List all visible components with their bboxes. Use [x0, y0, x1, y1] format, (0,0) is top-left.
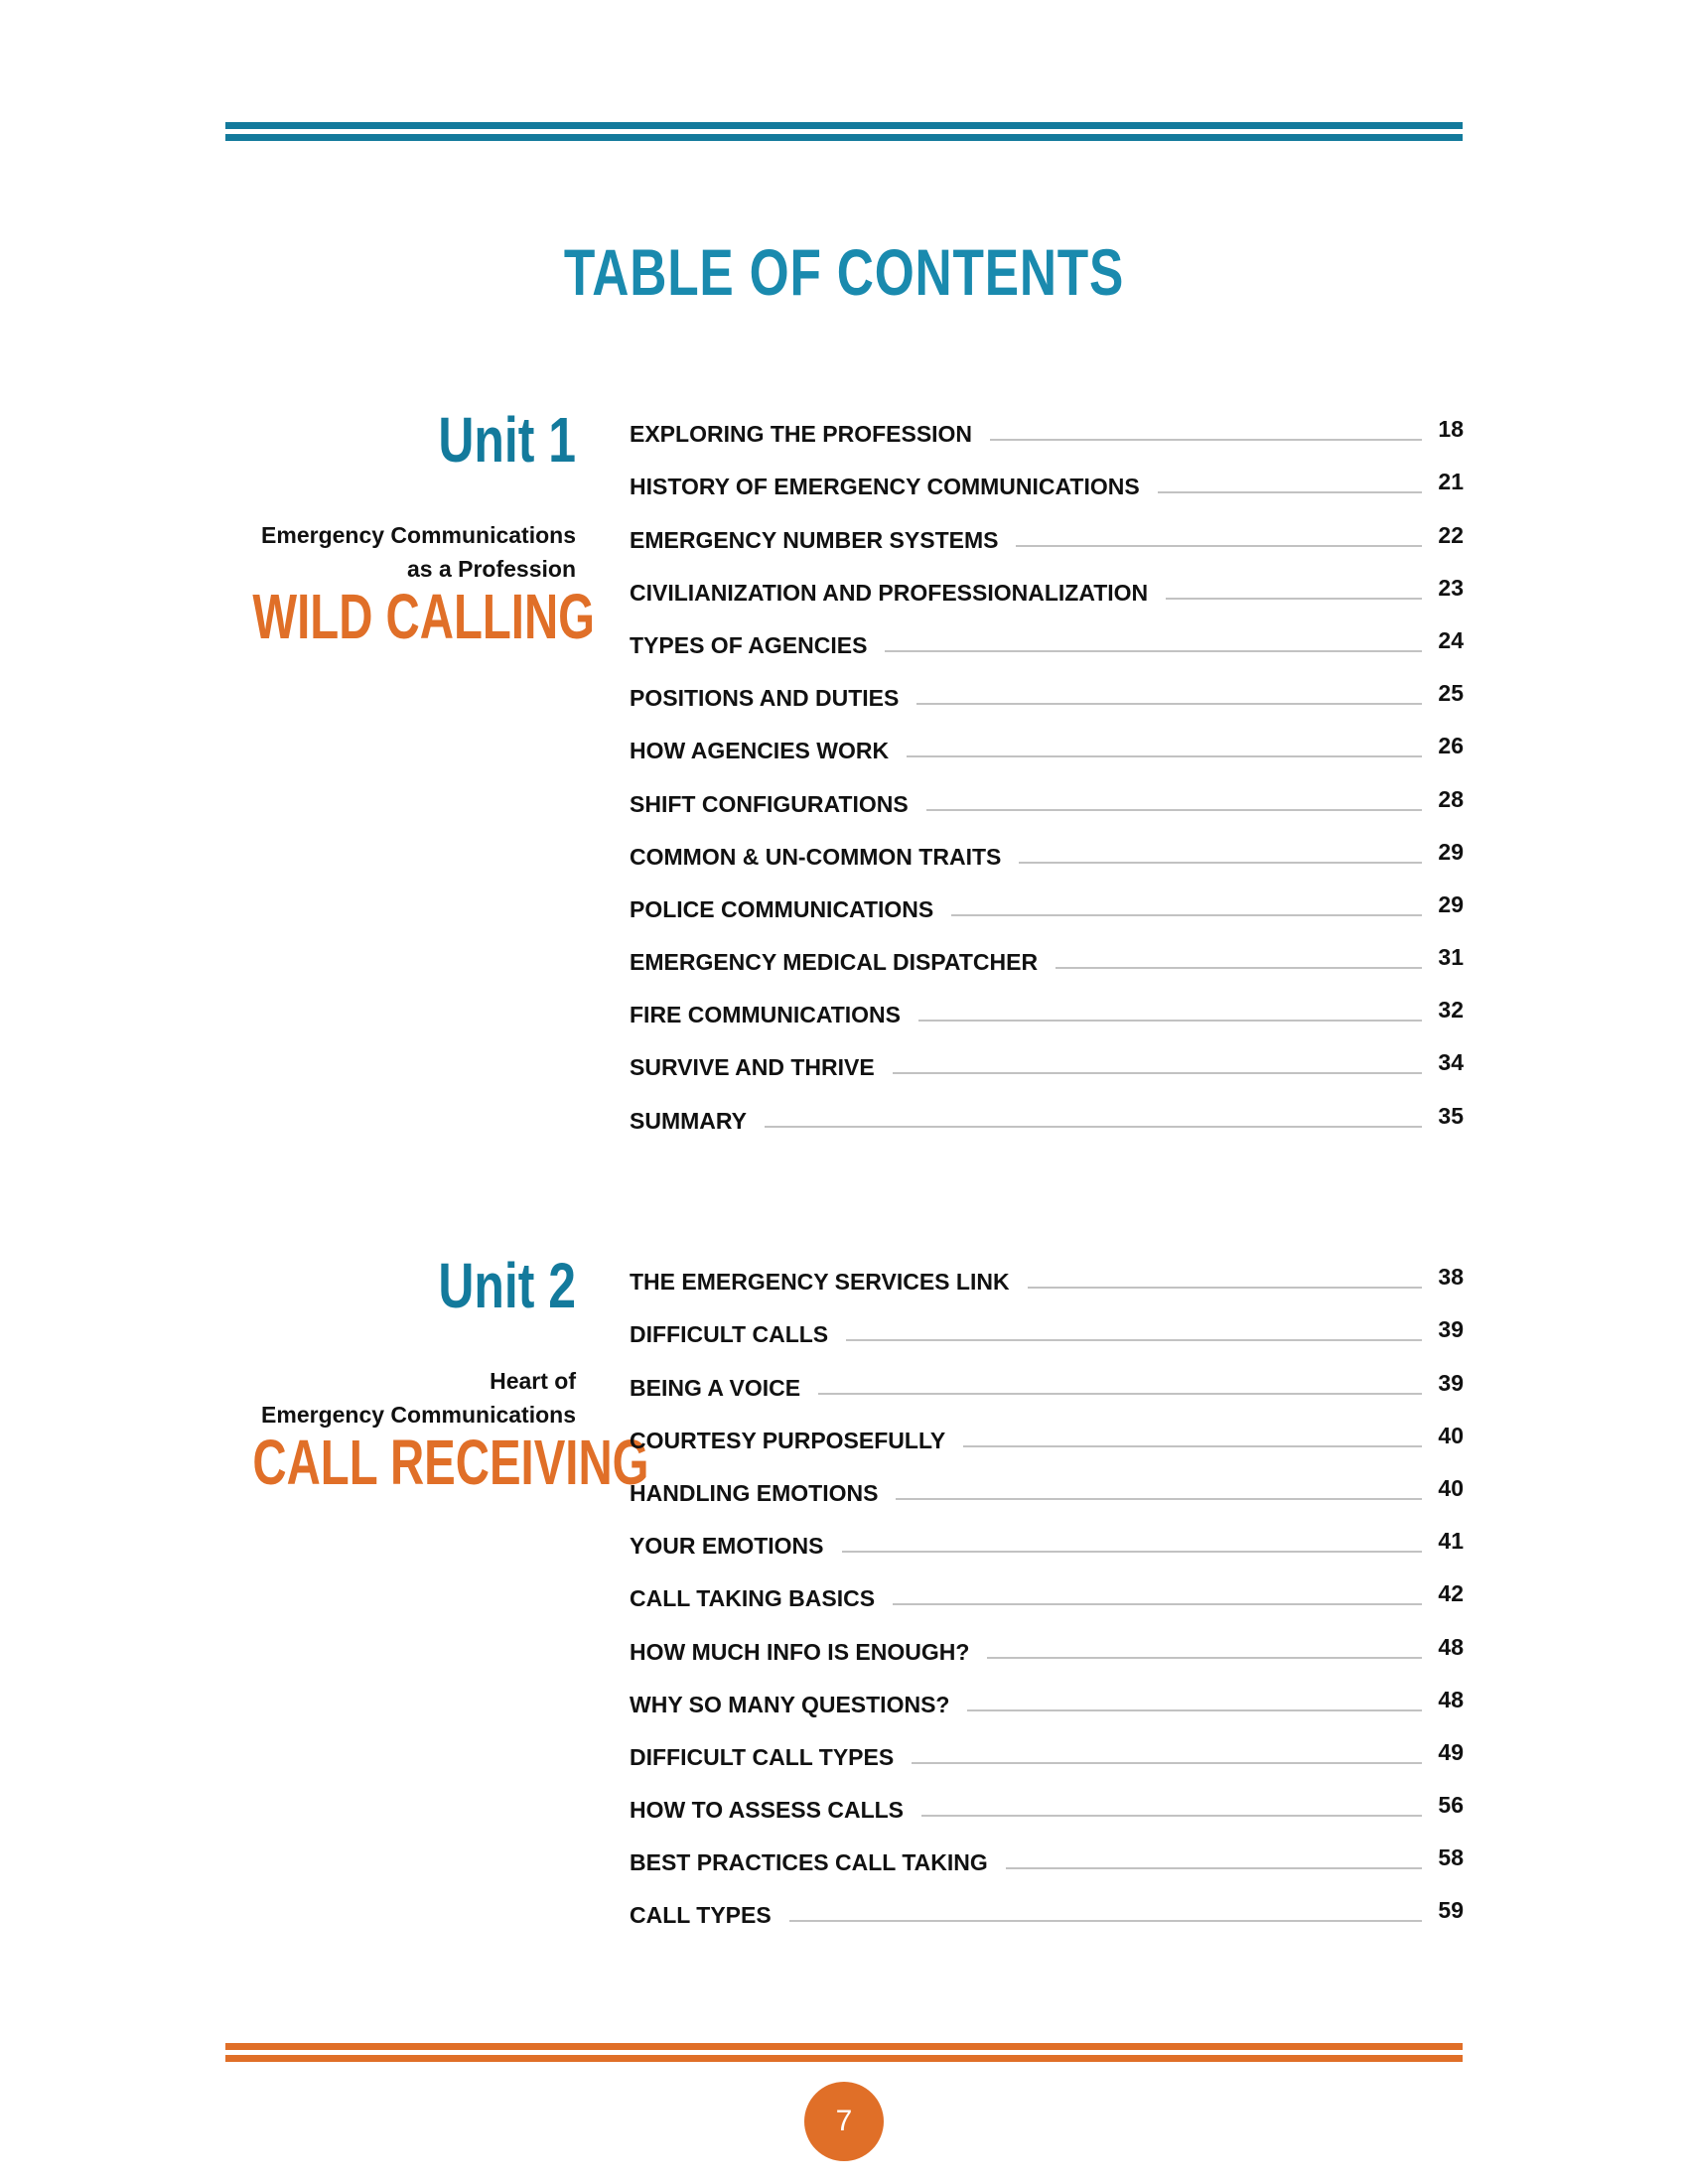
dot-leader — [1055, 967, 1422, 969]
toc-entry-title[interactable]: POLICE COMMUNICATIONS — [630, 895, 934, 922]
toc-entry[interactable] — [630, 1080, 1464, 1133]
dot-leader — [916, 703, 1422, 705]
toc-entry-page[interactable]: 24 — [1438, 626, 1464, 653]
toc-entry-title[interactable]: HISTORY OF EMERGENCY COMMUNICATIONS — [630, 474, 1140, 500]
unit-1-heading — [139, 404, 596, 652]
toc-entry-title[interactable]: BEING A VOICE — [630, 1374, 801, 1401]
unit-1-theme: WILD CALLING — [252, 581, 596, 652]
dot-leader — [842, 1551, 1422, 1553]
toc-entry[interactable] — [630, 1875, 1464, 1928]
toc-entry-page[interactable]: 41 — [1438, 1528, 1464, 1555]
dot-leader — [963, 1445, 1422, 1447]
toc-entry-page[interactable]: 22 — [1438, 521, 1464, 548]
toc-entry-page[interactable]: 56 — [1438, 1792, 1464, 1819]
toc-entry-page[interactable]: 29 — [1438, 890, 1464, 917]
toc-entry-title[interactable]: TYPES OF AGENCIES — [630, 631, 868, 658]
dot-leader — [926, 809, 1422, 811]
header-rule-top — [225, 122, 1463, 129]
toc-entry[interactable] — [630, 1770, 1464, 1823]
page-title: TABLE OF CONTENTS — [563, 235, 1125, 309]
unit-1-subtitle-line-1: Emergency Communications — [261, 522, 576, 548]
toc-entry-page[interactable]: 48 — [1438, 1633, 1464, 1660]
dot-leader — [893, 1603, 1422, 1605]
toc-entry-page[interactable]: 49 — [1438, 1738, 1464, 1765]
unit-2-subtitle-line-2: Emergency Communications — [261, 1402, 576, 1428]
toc-entry[interactable] — [630, 1401, 1464, 1453]
dot-leader — [765, 1126, 1422, 1128]
toc-entry-title[interactable]: BEST PRACTICES CALL TAKING — [630, 1849, 988, 1876]
toc-entry[interactable] — [630, 394, 1464, 447]
toc-entry-title[interactable]: EMERGENCY MEDICAL DISPATCHER — [630, 949, 1039, 976]
toc-entry[interactable] — [630, 975, 1464, 1027]
dot-leader — [846, 1339, 1422, 1341]
dot-leader — [1158, 491, 1422, 493]
toc-entry-title[interactable]: EMERGENCY NUMBER SYSTEMS — [630, 526, 999, 553]
dot-leader — [1016, 545, 1422, 547]
toc-entry[interactable] — [630, 817, 1464, 870]
toc-entry-title[interactable]: POSITIONS AND DUTIES — [630, 685, 900, 712]
toc-entry-page[interactable]: 29 — [1438, 838, 1464, 865]
toc-entry-title[interactable]: SHIFT CONFIGURATIONS — [630, 790, 909, 817]
dot-leader — [912, 1762, 1422, 1764]
dot-leader — [1028, 1287, 1422, 1289]
dot-leader — [1166, 598, 1422, 600]
toc-entry-page[interactable]: 34 — [1438, 1049, 1464, 1076]
dot-leader — [907, 755, 1422, 757]
toc-entry[interactable] — [630, 1611, 1464, 1664]
toc-entry-page[interactable]: 28 — [1438, 785, 1464, 812]
toc-entry-title[interactable]: SUMMARY — [630, 1107, 747, 1134]
toc-entry-page[interactable]: 23 — [1438, 574, 1464, 601]
toc-entry-page[interactable]: 39 — [1438, 1316, 1464, 1343]
toc-entry-title[interactable]: COMMON & UN-COMMON TRAITS — [630, 843, 1002, 870]
dot-leader — [918, 1020, 1422, 1022]
toc-entry[interactable] — [630, 1717, 1464, 1770]
toc-entry-title[interactable]: HOW AGENCIES WORK — [630, 738, 890, 764]
toc-entry[interactable] — [630, 1453, 1464, 1506]
toc-entry-page[interactable]: 59 — [1438, 1897, 1464, 1924]
unit-2-heading — [139, 1250, 649, 1498]
toc-entry-page[interactable]: 18 — [1438, 416, 1464, 443]
toc-entry-page[interactable]: 48 — [1438, 1686, 1464, 1712]
toc-entry[interactable] — [630, 1347, 1464, 1400]
header-rule-bottom — [225, 134, 1463, 141]
toc-entry[interactable] — [630, 763, 1464, 816]
footer-rule-top — [225, 2043, 1463, 2050]
dot-leader — [951, 914, 1422, 916]
toc-entry-title[interactable]: CALL TYPES — [630, 1902, 772, 1929]
dot-leader — [1006, 1867, 1422, 1869]
toc-entry[interactable] — [630, 1823, 1464, 1875]
toc-entry-page[interactable]: 31 — [1438, 944, 1464, 971]
dot-leader — [1019, 862, 1422, 864]
toc-entry[interactable] — [630, 711, 1464, 763]
toc-entry-page[interactable]: 38 — [1438, 1264, 1464, 1291]
toc-entry[interactable] — [630, 1665, 1464, 1717]
unit-2-subtitle-line-1: Heart of — [490, 1368, 576, 1394]
toc-entry-page[interactable]: 40 — [1438, 1474, 1464, 1501]
dot-leader — [893, 1072, 1422, 1074]
toc-entry-page[interactable]: 21 — [1438, 469, 1464, 495]
toc-entry-title[interactable]: SURVIVE AND THRIVE — [630, 1054, 875, 1081]
toc-entry-title[interactable]: WHY SO MANY QUESTIONS? — [630, 1691, 950, 1717]
toc-entry[interactable] — [630, 499, 1464, 552]
toc-entry[interactable] — [630, 606, 1464, 658]
toc-entry-title[interactable]: EXPLORING THE PROFESSION — [630, 421, 973, 448]
toc-entry-title[interactable]: HOW TO ASSESS CALLS — [630, 1797, 905, 1824]
toc-entry[interactable] — [630, 1559, 1464, 1611]
dot-leader — [896, 1498, 1422, 1500]
toc-entry[interactable] — [630, 447, 1464, 499]
toc-entry[interactable] — [630, 658, 1464, 711]
page-number-badge: 7 — [804, 2082, 884, 2161]
dot-leader — [885, 650, 1422, 652]
unit-1-subtitle-line-2: as a Profession — [406, 556, 576, 582]
toc-entry[interactable] — [630, 1027, 1464, 1080]
toc-entry-page[interactable]: 26 — [1438, 733, 1464, 759]
dot-leader — [818, 1393, 1422, 1395]
toc-entry-title[interactable]: CIVILIANIZATION AND PROFESSIONALIZATION — [630, 579, 1149, 606]
toc-entry-title[interactable]: HANDLING EMOTIONS — [630, 1479, 879, 1506]
unit-2-label: Unit 2 — [438, 1250, 576, 1321]
dot-leader — [967, 1709, 1422, 1711]
toc-entry-title[interactable]: YOUR EMOTIONS — [630, 1533, 824, 1560]
unit-2-theme: CALL RECEIVING — [252, 1427, 649, 1498]
unit-1-entry-list — [630, 394, 1464, 1134]
toc-entry[interactable] — [630, 870, 1464, 922]
toc-entry-page[interactable]: 58 — [1438, 1844, 1464, 1871]
toc-entry-page[interactable]: 35 — [1438, 1102, 1464, 1129]
toc-entry-page[interactable]: 42 — [1438, 1580, 1464, 1607]
toc-entry-title[interactable]: FIRE COMMUNICATIONS — [630, 1002, 902, 1028]
toc-entry-page[interactable]: 39 — [1438, 1369, 1464, 1396]
unit-2-entry-list — [630, 1242, 1464, 1928]
dot-leader — [987, 1657, 1422, 1659]
footer-rule-bottom — [225, 2055, 1463, 2062]
toc-entry[interactable] — [630, 1506, 1464, 1559]
toc-entry-title[interactable]: DIFFICULT CALL TYPES — [630, 1743, 895, 1770]
toc-entry[interactable] — [630, 922, 1464, 975]
toc-entry[interactable] — [630, 553, 1464, 606]
toc-entry-page[interactable]: 25 — [1438, 680, 1464, 707]
toc-entry-page[interactable]: 32 — [1438, 997, 1464, 1024]
dot-leader — [789, 1920, 1422, 1922]
toc-entry-title[interactable]: COURTESY PURPOSEFULLY — [630, 1427, 946, 1453]
toc-entry[interactable] — [630, 1295, 1464, 1347]
dot-leader — [990, 439, 1422, 441]
toc-entry-title[interactable]: DIFFICULT CALLS — [630, 1321, 829, 1348]
toc-entry[interactable] — [630, 1242, 1464, 1295]
toc-entry-title[interactable]: THE EMERGENCY SERVICES LINK — [630, 1269, 1010, 1296]
toc-entry-page[interactable]: 40 — [1438, 1422, 1464, 1448]
dot-leader — [921, 1815, 1422, 1817]
toc-entry-title[interactable]: HOW MUCH INFO IS ENOUGH? — [630, 1638, 970, 1665]
unit-1-label: Unit 1 — [438, 404, 576, 476]
toc-entry-title[interactable]: CALL TAKING BASICS — [630, 1585, 876, 1612]
